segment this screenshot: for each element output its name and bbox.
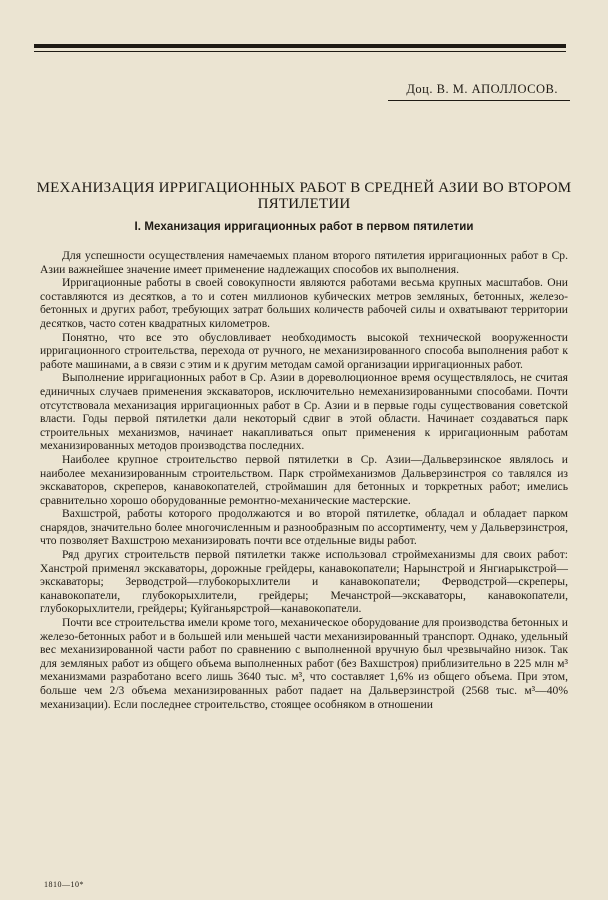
paragraph: Наиболее крупное строительство первой пятилетки в Ср. Азии—Дальверзинское являлось и наиболее механизированным строительством. Парк строймеханизмов Дальверзинстроя со тавлялся из экскаваторов, скреперов, канавокопателей, строймашин для бетонных и торкретных работ; имелись сравнительно хорошо оборудованные ремонтно-механические мастерские. <box>40 452 568 507</box>
section-heading: I. Механизация ирригационных работ в первом пятилетии <box>134 221 474 233</box>
paragraph: Ряд других строительств первой пятилетки также использовал строймеханизмы для своих работ: Ханстрой применял экскаваторы, дорожные грейдеры, канавокопатели; Нарынстрой и Янгиарыкстрой—экскаваторы; Зерводстрой—глубокорыхлители и канавокопатели; Ферводстрой—скреперы, канавокопатели, глубокорыхлители, грейдеры; Мечанстрой—экскаваторы, канавокопатели, глубокорыхлители, грейдеры; Куйганьярстрой—канавокопатели. <box>40 548 568 616</box>
paragraph: Ирригационные работы в своей совокупности являются работами весьма крупных масштабов. Они составляются из десятков, а то и сотен миллионов кубических метров земляных, бетонных, железо-бетонных и других работ, требующих затрат больших количеств рабочей силы и охватывают территории десятков, часто сотен квадратных километров. <box>40 276 568 330</box>
paragraph: Вахшстрой, работы которого продолжаются и во второй пятилетке, обладал и обладает парком снарядов, значительно более многочисленным и разнообразным по ассортименту, чем у Дальверзинстроя, что позволяет Вахшстрою механизировать почти все отдельные виды работ. <box>40 507 568 548</box>
paragraph: Понятно, что все это обусловливает необходимость высокой технической вооруженности ирригационного строительства, перехода от ручного, не механизированного способа выполнения работ к работе машинами, а в связи с этим и к другим методам самой организации ирригационных работ. <box>40 330 568 371</box>
paragraph: Выполнение ирригационных работ в Ср. Азии в дореволюционное время осуществлялось, не считая единичных случаев применения экскаваторов, исключительно немеханизированными способами. Почти отсутствовала механизация ирригационных работ в Ср. Азии и в первые годы существования советской власти. Годы первой пятилетки дали некоторый сдвиг в этой области. Начинает создаваться парк строительных механизмов, начинает накапливаться опыт применения к ирригационным работам механизированных методов производства последних. <box>40 371 568 453</box>
author-underline <box>388 100 570 101</box>
printer-signature: 1810—10* <box>44 880 84 889</box>
article-title: МЕХАНИЗАЦИЯ ИРРИГАЦИОННЫХ РАБОТ В СРЕДНЕЙ АЗИИ ВО ВТОРОМ ПЯТИЛЕТИИ <box>36 180 572 212</box>
author-line: Доц. В. М. АПОЛЛОСОВ. <box>406 82 558 96</box>
header-rule-thin <box>34 51 566 52</box>
paragraph: Почти все строительства имели кроме того, механическое оборудование для производства бетонных и железо-бетонных работ и в большей или меньшей части механизированный транспорт. Однако, удельный вес механизированной части работ по сравнению с выполненной вручную был чрезвычайно низок. Так для земляных работ из общего объема выполненных работ (без Вахшстроя) приблизительно в 225 млн м³ механизмами разработано всего лишь 3640 тыс. м³, что составляет 1,6% из общего объема. При этом, больше чем 2/3 объема механизированных работ падает на Дальверзинстрой (2568 тыс. м³—40% механизации). Если последнее строительство, стоящее особняком в отношении <box>40 616 568 711</box>
paragraph: Для успешности осуществления намечаемых планом второго пятилетия ирригационных работ в Ср. Азии важнейшее значение имеет применение надлежащих способов их выполнения. <box>40 249 568 276</box>
header-rule-thick <box>34 44 566 48</box>
article-body <box>40 249 568 711</box>
